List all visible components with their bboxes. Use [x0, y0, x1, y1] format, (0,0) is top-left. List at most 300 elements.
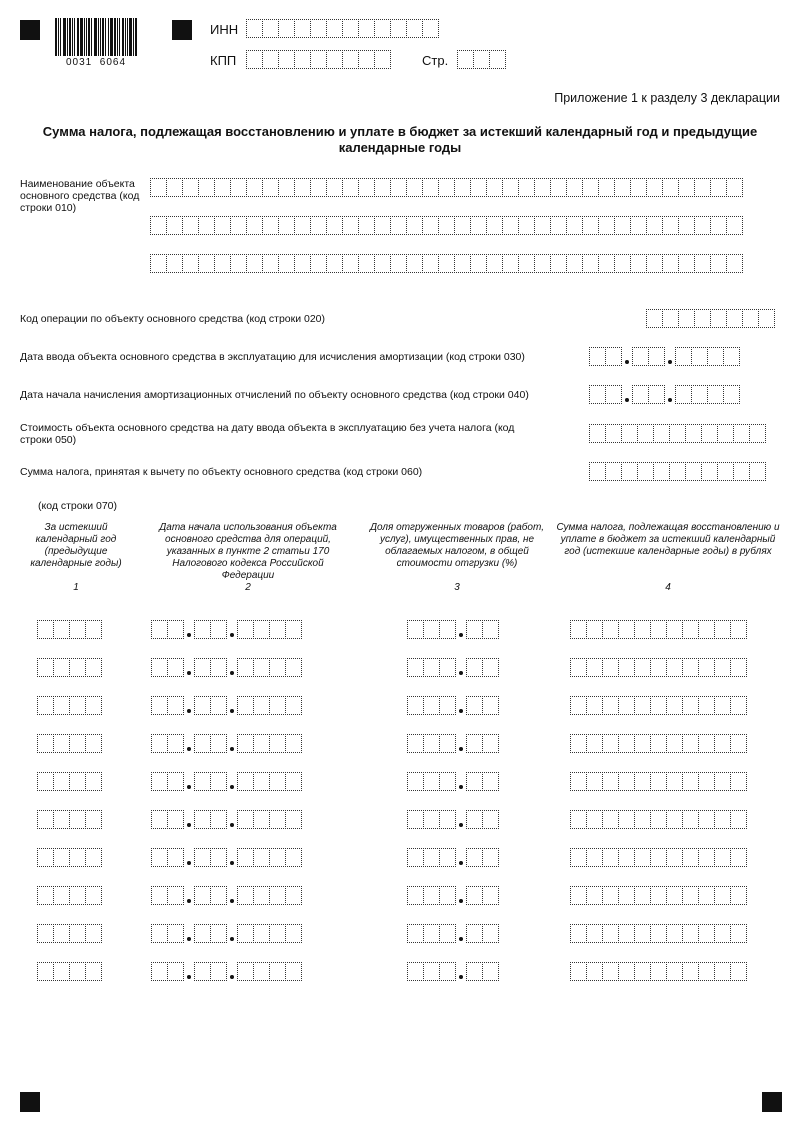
- input-cell[interactable]: [632, 385, 649, 404]
- input-cell[interactable]: [310, 178, 327, 197]
- input-cell[interactable]: [406, 19, 423, 38]
- input-cell[interactable]: [167, 734, 184, 753]
- input-cell[interactable]: [210, 848, 227, 867]
- table-row-5-tax-field[interactable]: [570, 772, 747, 791]
- input-cell[interactable]: [634, 658, 651, 677]
- input-cell[interactable]: [602, 848, 619, 867]
- input-cell[interactable]: [278, 178, 295, 197]
- input-cell[interactable]: [694, 309, 711, 328]
- input-cell[interactable]: [730, 886, 747, 905]
- input-cell[interactable]: [566, 216, 583, 235]
- input-cell[interactable]: [210, 886, 227, 905]
- input-cell[interactable]: [666, 658, 683, 677]
- input-cell[interactable]: [407, 772, 424, 791]
- input-cell[interactable]: [167, 810, 184, 829]
- input-cell[interactable]: [237, 696, 254, 715]
- table-row-2-year-field[interactable]: [37, 658, 102, 677]
- input-cell[interactable]: [246, 216, 263, 235]
- table-row-10-tax-field[interactable]: [570, 962, 747, 981]
- input-cell[interactable]: [648, 385, 665, 404]
- table-row-10-date-field[interactable]: [151, 962, 302, 981]
- input-cell[interactable]: [374, 50, 391, 69]
- input-cell[interactable]: [466, 962, 483, 981]
- input-cell[interactable]: [285, 620, 302, 639]
- input-cell[interactable]: [605, 424, 622, 443]
- input-cell[interactable]: [310, 254, 327, 273]
- input-cell[interactable]: [618, 962, 635, 981]
- input-cell[interactable]: [69, 620, 86, 639]
- input-cell[interactable]: [406, 216, 423, 235]
- input-cell[interactable]: [669, 424, 686, 443]
- line-010-field-row-2[interactable]: [150, 216, 743, 235]
- input-cell[interactable]: [482, 658, 499, 677]
- input-cell[interactable]: [666, 772, 683, 791]
- input-cell[interactable]: [630, 178, 647, 197]
- input-cell[interactable]: [605, 385, 622, 404]
- input-cell[interactable]: [534, 178, 551, 197]
- input-cell[interactable]: [269, 620, 286, 639]
- input-cell[interactable]: [678, 216, 695, 235]
- input-cell[interactable]: [214, 216, 231, 235]
- table-row-3-year-field[interactable]: [37, 696, 102, 715]
- input-cell[interactable]: [710, 178, 727, 197]
- input-cell[interactable]: [618, 924, 635, 943]
- line-030-date-field[interactable]: [589, 347, 740, 366]
- input-cell[interactable]: [598, 216, 615, 235]
- input-cell[interactable]: [582, 254, 599, 273]
- input-cell[interactable]: [253, 962, 270, 981]
- input-cell[interactable]: [150, 216, 167, 235]
- input-cell[interactable]: [342, 216, 359, 235]
- input-cell[interactable]: [726, 254, 743, 273]
- input-cell[interactable]: [406, 254, 423, 273]
- input-cell[interactable]: [167, 962, 184, 981]
- input-cell[interactable]: [151, 772, 168, 791]
- input-cell[interactable]: [694, 178, 711, 197]
- input-cell[interactable]: [194, 924, 211, 943]
- input-cell[interactable]: [473, 50, 490, 69]
- input-cell[interactable]: [37, 924, 54, 943]
- input-cell[interactable]: [650, 924, 667, 943]
- input-cell[interactable]: [69, 810, 86, 829]
- input-cell[interactable]: [646, 216, 663, 235]
- input-cell[interactable]: [262, 50, 279, 69]
- input-cell[interactable]: [53, 658, 70, 677]
- input-cell[interactable]: [614, 216, 631, 235]
- input-cell[interactable]: [586, 696, 603, 715]
- input-cell[interactable]: [150, 254, 167, 273]
- input-cell[interactable]: [602, 962, 619, 981]
- table-row-1-share-field[interactable]: [407, 620, 499, 639]
- input-cell[interactable]: [717, 462, 734, 481]
- input-cell[interactable]: [253, 924, 270, 943]
- input-cell[interactable]: [618, 658, 635, 677]
- input-cell[interactable]: [167, 696, 184, 715]
- input-cell[interactable]: [53, 734, 70, 753]
- input-cell[interactable]: [237, 810, 254, 829]
- input-cell[interactable]: [85, 810, 102, 829]
- input-cell[interactable]: [632, 347, 649, 366]
- input-cell[interactable]: [586, 734, 603, 753]
- input-cell[interactable]: [210, 620, 227, 639]
- input-cell[interactable]: [358, 178, 375, 197]
- input-cell[interactable]: [423, 772, 440, 791]
- input-cell[interactable]: [53, 696, 70, 715]
- input-cell[interactable]: [678, 254, 695, 273]
- input-cell[interactable]: [482, 620, 499, 639]
- input-cell[interactable]: [294, 216, 311, 235]
- line-010-field-row-1[interactable]: [150, 178, 743, 197]
- input-cell[interactable]: [210, 658, 227, 677]
- input-cell[interactable]: [37, 848, 54, 867]
- input-cell[interactable]: [151, 848, 168, 867]
- input-cell[interactable]: [466, 734, 483, 753]
- input-cell[interactable]: [666, 962, 683, 981]
- input-cell[interactable]: [237, 886, 254, 905]
- input-cell[interactable]: [439, 772, 456, 791]
- input-cell[interactable]: [438, 216, 455, 235]
- input-cell[interactable]: [486, 254, 503, 273]
- input-cell[interactable]: [714, 810, 731, 829]
- input-cell[interactable]: [602, 696, 619, 715]
- table-row-2-date-field[interactable]: [151, 658, 302, 677]
- input-cell[interactable]: [262, 216, 279, 235]
- input-cell[interactable]: [698, 620, 715, 639]
- input-cell[interactable]: [730, 924, 747, 943]
- input-cell[interactable]: [618, 620, 635, 639]
- input-cell[interactable]: [423, 924, 440, 943]
- input-cell[interactable]: [285, 810, 302, 829]
- input-cell[interactable]: [253, 734, 270, 753]
- input-cell[interactable]: [726, 178, 743, 197]
- input-cell[interactable]: [194, 620, 211, 639]
- input-cell[interactable]: [570, 848, 587, 867]
- input-cell[interactable]: [85, 772, 102, 791]
- input-cell[interactable]: [650, 696, 667, 715]
- input-cell[interactable]: [237, 848, 254, 867]
- input-cell[interactable]: [714, 924, 731, 943]
- input-cell[interactable]: [407, 620, 424, 639]
- input-cell[interactable]: [423, 848, 440, 867]
- input-cell[interactable]: [726, 309, 743, 328]
- line-020-field[interactable]: [646, 309, 775, 328]
- table-row-6-year-field[interactable]: [37, 810, 102, 829]
- input-cell[interactable]: [151, 658, 168, 677]
- input-cell[interactable]: [439, 886, 456, 905]
- input-cell[interactable]: [285, 772, 302, 791]
- input-cell[interactable]: [439, 696, 456, 715]
- input-cell[interactable]: [714, 848, 731, 867]
- input-cell[interactable]: [422, 178, 439, 197]
- input-cell[interactable]: [714, 620, 731, 639]
- table-row-5-share-field[interactable]: [407, 772, 499, 791]
- table-row-9-year-field[interactable]: [37, 924, 102, 943]
- input-cell[interactable]: [637, 462, 654, 481]
- input-cell[interactable]: [650, 772, 667, 791]
- line-050-field[interactable]: [589, 424, 766, 443]
- input-cell[interactable]: [570, 620, 587, 639]
- input-cell[interactable]: [278, 50, 295, 69]
- input-cell[interactable]: [253, 696, 270, 715]
- input-cell[interactable]: [182, 216, 199, 235]
- input-cell[interactable]: [269, 810, 286, 829]
- input-cell[interactable]: [714, 658, 731, 677]
- input-cell[interactable]: [438, 254, 455, 273]
- input-cell[interactable]: [457, 50, 474, 69]
- input-cell[interactable]: [342, 254, 359, 273]
- table-row-3-tax-field[interactable]: [570, 696, 747, 715]
- input-cell[interactable]: [294, 19, 311, 38]
- input-cell[interactable]: [682, 620, 699, 639]
- input-cell[interactable]: [598, 178, 615, 197]
- input-cell[interactable]: [698, 810, 715, 829]
- table-row-6-date-field[interactable]: [151, 810, 302, 829]
- input-cell[interactable]: [586, 848, 603, 867]
- input-cell[interactable]: [407, 962, 424, 981]
- input-cell[interactable]: [570, 734, 587, 753]
- input-cell[interactable]: [69, 962, 86, 981]
- input-cell[interactable]: [682, 734, 699, 753]
- input-cell[interactable]: [730, 658, 747, 677]
- input-cell[interactable]: [422, 19, 439, 38]
- table-row-3-share-field[interactable]: [407, 696, 499, 715]
- input-cell[interactable]: [439, 962, 456, 981]
- input-cell[interactable]: [749, 424, 766, 443]
- input-cell[interactable]: [85, 734, 102, 753]
- input-cell[interactable]: [194, 848, 211, 867]
- input-cell[interactable]: [194, 810, 211, 829]
- input-cell[interactable]: [342, 19, 359, 38]
- table-row-1-year-field[interactable]: [37, 620, 102, 639]
- input-cell[interactable]: [646, 309, 663, 328]
- input-cell[interactable]: [634, 772, 651, 791]
- input-cell[interactable]: [182, 178, 199, 197]
- input-cell[interactable]: [482, 810, 499, 829]
- input-cell[interactable]: [666, 620, 683, 639]
- input-cell[interactable]: [733, 424, 750, 443]
- input-cell[interactable]: [53, 924, 70, 943]
- input-cell[interactable]: [570, 772, 587, 791]
- input-cell[interactable]: [167, 848, 184, 867]
- input-cell[interactable]: [53, 772, 70, 791]
- input-cell[interactable]: [714, 886, 731, 905]
- input-cell[interactable]: [710, 216, 727, 235]
- input-cell[interactable]: [439, 848, 456, 867]
- input-cell[interactable]: [466, 848, 483, 867]
- input-cell[interactable]: [214, 178, 231, 197]
- input-cell[interactable]: [518, 178, 535, 197]
- input-cell[interactable]: [723, 385, 740, 404]
- table-row-7-tax-field[interactable]: [570, 848, 747, 867]
- input-cell[interactable]: [698, 734, 715, 753]
- input-cell[interactable]: [698, 848, 715, 867]
- table-row-3-date-field[interactable]: [151, 696, 302, 715]
- input-cell[interactable]: [253, 658, 270, 677]
- input-cell[interactable]: [586, 962, 603, 981]
- input-cell[interactable]: [730, 620, 747, 639]
- input-cell[interactable]: [634, 886, 651, 905]
- input-cell[interactable]: [53, 848, 70, 867]
- input-cell[interactable]: [406, 178, 423, 197]
- input-cell[interactable]: [69, 886, 86, 905]
- input-cell[interactable]: [37, 886, 54, 905]
- input-cell[interactable]: [749, 462, 766, 481]
- input-cell[interactable]: [723, 347, 740, 366]
- input-cell[interactable]: [285, 696, 302, 715]
- input-cell[interactable]: [310, 50, 327, 69]
- input-cell[interactable]: [407, 734, 424, 753]
- input-cell[interactable]: [407, 696, 424, 715]
- input-cell[interactable]: [326, 19, 343, 38]
- input-cell[interactable]: [326, 254, 343, 273]
- input-cell[interactable]: [602, 620, 619, 639]
- input-cell[interactable]: [646, 254, 663, 273]
- input-cell[interactable]: [630, 254, 647, 273]
- input-cell[interactable]: [310, 19, 327, 38]
- input-cell[interactable]: [294, 50, 311, 69]
- input-cell[interactable]: [466, 886, 483, 905]
- input-cell[interactable]: [253, 886, 270, 905]
- input-cell[interactable]: [698, 924, 715, 943]
- input-cell[interactable]: [726, 216, 743, 235]
- input-cell[interactable]: [566, 178, 583, 197]
- input-cell[interactable]: [210, 924, 227, 943]
- input-cell[interactable]: [269, 848, 286, 867]
- input-cell[interactable]: [602, 772, 619, 791]
- table-row-8-tax-field[interactable]: [570, 886, 747, 905]
- input-cell[interactable]: [618, 696, 635, 715]
- input-cell[interactable]: [237, 924, 254, 943]
- input-cell[interactable]: [666, 924, 683, 943]
- input-cell[interactable]: [586, 658, 603, 677]
- input-cell[interactable]: [358, 50, 375, 69]
- table-row-1-date-field[interactable]: [151, 620, 302, 639]
- table-row-9-tax-field[interactable]: [570, 924, 747, 943]
- input-cell[interactable]: [582, 216, 599, 235]
- table-row-7-share-field[interactable]: [407, 848, 499, 867]
- input-cell[interactable]: [733, 462, 750, 481]
- input-cell[interactable]: [685, 462, 702, 481]
- input-cell[interactable]: [666, 810, 683, 829]
- input-cell[interactable]: [262, 254, 279, 273]
- table-row-4-date-field[interactable]: [151, 734, 302, 753]
- input-cell[interactable]: [374, 19, 391, 38]
- table-row-8-year-field[interactable]: [37, 886, 102, 905]
- table-row-6-share-field[interactable]: [407, 810, 499, 829]
- input-cell[interactable]: [602, 924, 619, 943]
- input-cell[interactable]: [602, 886, 619, 905]
- input-cell[interactable]: [685, 424, 702, 443]
- input-cell[interactable]: [730, 848, 747, 867]
- table-row-7-date-field[interactable]: [151, 848, 302, 867]
- input-cell[interactable]: [151, 962, 168, 981]
- input-cell[interactable]: [482, 924, 499, 943]
- input-cell[interactable]: [586, 810, 603, 829]
- input-cell[interactable]: [586, 772, 603, 791]
- input-cell[interactable]: [230, 254, 247, 273]
- input-cell[interactable]: [439, 734, 456, 753]
- table-row-7-year-field[interactable]: [37, 848, 102, 867]
- input-cell[interactable]: [605, 462, 622, 481]
- input-cell[interactable]: [285, 658, 302, 677]
- line-040-date-field[interactable]: [589, 385, 740, 404]
- input-cell[interactable]: [182, 254, 199, 273]
- input-cell[interactable]: [423, 734, 440, 753]
- input-cell[interactable]: [482, 848, 499, 867]
- input-cell[interactable]: [682, 696, 699, 715]
- input-cell[interactable]: [198, 254, 215, 273]
- table-row-1-tax-field[interactable]: [570, 620, 747, 639]
- input-cell[interactable]: [666, 886, 683, 905]
- input-cell[interactable]: [678, 309, 695, 328]
- input-cell[interactable]: [518, 216, 535, 235]
- table-row-8-date-field[interactable]: [151, 886, 302, 905]
- table-row-6-tax-field[interactable]: [570, 810, 747, 829]
- input-cell[interactable]: [342, 50, 359, 69]
- input-cell[interactable]: [390, 19, 407, 38]
- input-cell[interactable]: [482, 886, 499, 905]
- input-cell[interactable]: [85, 658, 102, 677]
- input-cell[interactable]: [407, 658, 424, 677]
- input-cell[interactable]: [407, 886, 424, 905]
- input-cell[interactable]: [758, 309, 775, 328]
- input-cell[interactable]: [482, 696, 499, 715]
- input-cell[interactable]: [470, 216, 487, 235]
- input-cell[interactable]: [630, 216, 647, 235]
- input-cell[interactable]: [454, 178, 471, 197]
- input-cell[interactable]: [285, 924, 302, 943]
- input-cell[interactable]: [253, 772, 270, 791]
- input-cell[interactable]: [37, 772, 54, 791]
- table-row-4-share-field[interactable]: [407, 734, 499, 753]
- input-cell[interactable]: [294, 178, 311, 197]
- input-cell[interactable]: [634, 696, 651, 715]
- input-cell[interactable]: [534, 254, 551, 273]
- input-cell[interactable]: [151, 734, 168, 753]
- input-cell[interactable]: [166, 216, 183, 235]
- input-cell[interactable]: [650, 620, 667, 639]
- input-cell[interactable]: [374, 178, 391, 197]
- input-cell[interactable]: [589, 347, 606, 366]
- input-cell[interactable]: [237, 734, 254, 753]
- input-cell[interactable]: [422, 216, 439, 235]
- input-cell[interactable]: [151, 886, 168, 905]
- input-cell[interactable]: [151, 696, 168, 715]
- input-cell[interactable]: [618, 772, 635, 791]
- input-cell[interactable]: [53, 886, 70, 905]
- input-cell[interactable]: [53, 810, 70, 829]
- input-cell[interactable]: [707, 347, 724, 366]
- input-cell[interactable]: [653, 424, 670, 443]
- input-cell[interactable]: [310, 216, 327, 235]
- table-row-2-share-field[interactable]: [407, 658, 499, 677]
- input-cell[interactable]: [486, 178, 503, 197]
- input-cell[interactable]: [253, 810, 270, 829]
- table-row-9-date-field[interactable]: [151, 924, 302, 943]
- input-cell[interactable]: [566, 254, 583, 273]
- input-cell[interactable]: [698, 696, 715, 715]
- table-row-4-tax-field[interactable]: [570, 734, 747, 753]
- input-cell[interactable]: [618, 848, 635, 867]
- input-cell[interactable]: [570, 886, 587, 905]
- input-cell[interactable]: [466, 658, 483, 677]
- table-row-5-date-field[interactable]: [151, 772, 302, 791]
- input-cell[interactable]: [589, 385, 606, 404]
- input-cell[interactable]: [278, 216, 295, 235]
- input-cell[interactable]: [230, 178, 247, 197]
- input-cell[interactable]: [167, 772, 184, 791]
- input-cell[interactable]: [570, 696, 587, 715]
